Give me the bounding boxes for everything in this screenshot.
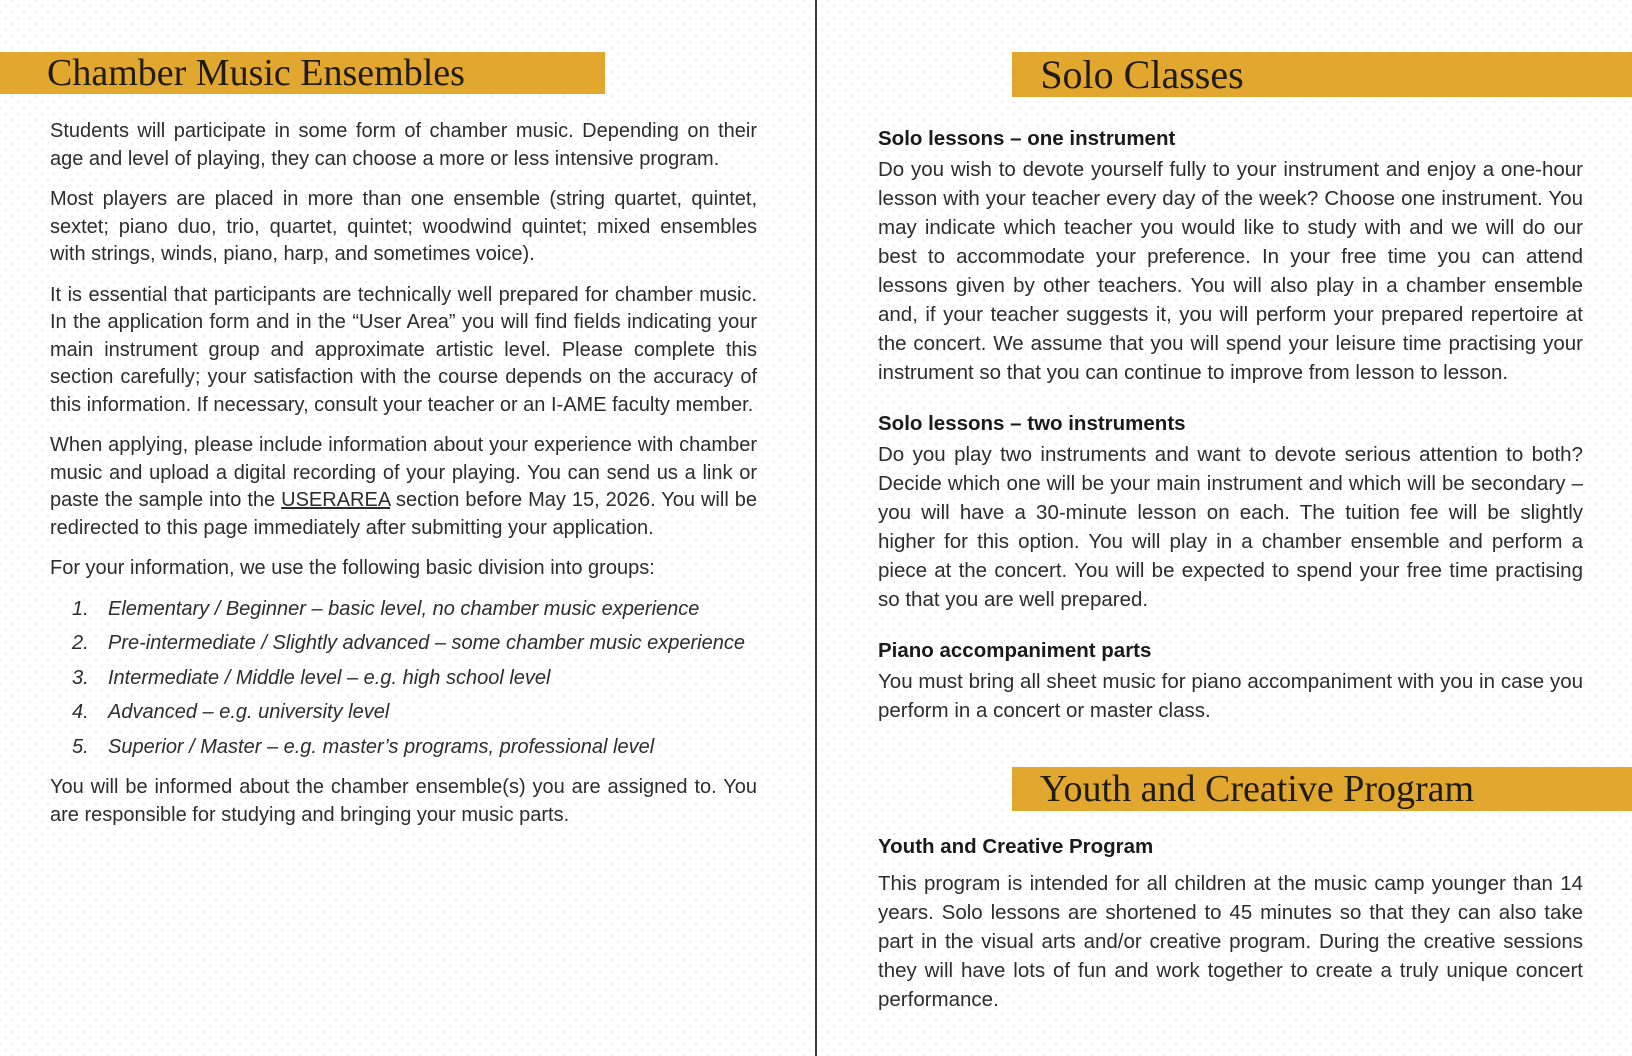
list-item-number: 3.	[72, 666, 89, 689]
paragraph-when-applying-after: section before May 15, 2026. You will be redirected to this page immediately after submitting your application.	[50, 489, 757, 539]
paragraph-piano-accompaniment: You must bring all sheet music for piano accompaniment with you in case you perform in a concert or master class.	[878, 670, 1583, 722]
paragraph-essential: It is essential that participants are technically well prepared for chamber music. In the application form and in the “User Area” you will find fields indicating your main instrument group and approximate artistic level. Please complete this section carefully; your satisfaction with the course depends on the accuracy of this information. If necessary, consult your teacher or an I-AME faculty member.	[50, 283, 757, 416]
paragraph-solo-one-instrument: Do you wish to devote yourself fully to your instrument and enjoy a one-hour lesson with your teacher every day of the week? Choose one instrument. You may indicate which teacher you would like to study with and we will do our best to accommodate your preference. In your free time you can attend lessons given by other teachers. You will also play in a chamber ensemble and, if your teacher suggests it, you will perform your prepared repertoire at the concert. We assume that you will spend your leisure time practising your instrument so that you can continue to improve from lesson to lesson.	[878, 158, 1583, 384]
list-item-text: Superior / Master – e.g. master’s programs, professional level	[108, 735, 655, 758]
heading-youth-program: Youth and Creative Program	[878, 835, 1154, 858]
paragraph-solo-two-instruments: Do you play two instruments and want to devote serious attention to both? Decide which one will be your main instrument and which will be secondary – you will have a 30-minute lesson on each. The tuition fee will be slightly higher for this option. You will play in a chamber ensemble and perform a piece at the concert. You will be expected to spend your free time practising so that you are well prepared.	[878, 443, 1583, 611]
list-item	[50, 596, 757, 624]
list-item-number: 1.	[72, 597, 89, 620]
youth-program-banner	[1012, 767, 1632, 811]
heading-solo-one-instrument: Solo lessons – one instrument	[878, 127, 1176, 150]
list-item	[50, 699, 757, 727]
list-item	[50, 630, 757, 658]
paragraph-students: Students will participate in some form of chamber music. Depending on their age and level of playing, they can choose a more or less intensive program.	[50, 120, 757, 170]
youth-program-title: Youth and Creative Program	[1039, 768, 1475, 810]
youth-program-section	[878, 832, 1583, 1036]
chamber-music-title: Chamber Music Ensembles	[47, 52, 465, 94]
heading-piano-accompaniment: Piano accompaniment parts	[878, 639, 1152, 662]
level-groups-list	[50, 596, 757, 762]
solo-classes-section	[878, 124, 1583, 747]
heading-solo-two-instruments: Solo lessons – two instruments	[878, 412, 1186, 435]
list-item-text: Intermediate / Middle level – e.g. high school level	[108, 666, 551, 689]
paragraph-when-applying-before: When applying, please include information about your experience with chamber music and upload a digital recording of your playing. You can send us a link or paste the sample into the	[50, 434, 757, 511]
paragraph-closing: You will be informed about the chamber ensemble(s) you are assigned to. You are responsible for studying and bringing your music parts.	[50, 776, 757, 826]
list-item-number: 2.	[72, 632, 89, 654]
userarea-link[interactable]: USERAREA	[281, 489, 391, 511]
chamber-music-banner	[0, 52, 605, 94]
list-item-number: 5.	[72, 735, 89, 758]
solo-classes-banner	[1012, 52, 1632, 97]
list-item	[50, 665, 757, 693]
list-item-number: 4.	[72, 701, 89, 723]
list-item	[50, 734, 757, 762]
list-item-text: Pre-intermediate / Slightly advanced – some chamber music experience	[108, 632, 745, 654]
paragraph-most-players: Most players are placed in more than one ensemble (string quartet, quintet, sextet; piano duo, trio, quartet, quintet; woodwind quintet; mixed ensembles with strings, winds, piano, harp, and sometimes voice).	[50, 188, 757, 265]
list-item-text: Advanced – e.g. university level	[108, 701, 390, 723]
list-item-text: Elementary / Beginner – basic level, no chamber music experience	[108, 597, 700, 620]
solo-classes-title: Solo Classes	[1040, 52, 1244, 97]
page-divider	[815, 0, 817, 1056]
paragraph-groups-intro: For your information, we use the following basic division into groups:	[50, 557, 655, 579]
paragraph-youth-program: This program is intended for all children at the music camp younger than 14 years. Solo lessons are shortened to 45 minutes so that they can also take part in the visual arts and/or creative program. During the creative sessions they will have lots of fun and work together to create a truly unique concert performance.	[878, 872, 1583, 1011]
chamber-music-section	[50, 118, 757, 842]
paragraph-when-applying	[50, 432, 757, 542]
